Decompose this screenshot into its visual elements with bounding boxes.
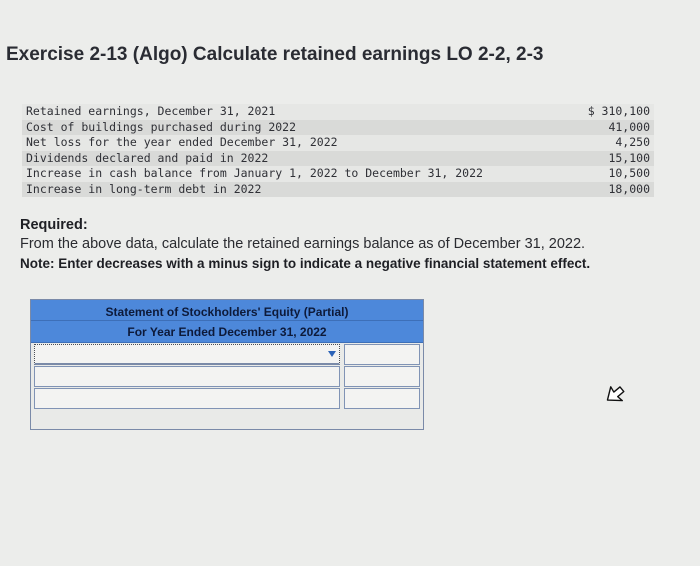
statement-row [34,366,420,387]
data-row-value: 18,000 [556,182,654,198]
data-row-value: 15,100 [556,151,654,167]
statement-period: For Year Ended December 31, 2022 [127,325,327,339]
data-row-label: Retained earnings, December 31, 2021 [22,104,556,120]
required-heading: Required: [20,217,88,233]
data-row-value: 4,250 [556,135,654,151]
mouse-cursor-icon [604,384,626,410]
statement-title: Statement of Stockholders' Equity (Partial) [105,305,349,319]
dropdown-arrow-icon[interactable] [328,351,336,357]
instruction-text: From the above data, calculate the retained earnings balance as of December 31, 2022. [20,236,586,252]
data-row-value: $ 310,100 [556,104,654,120]
data-row-label: Dividends declared and paid in 2022 [22,151,556,167]
statement-amount-input[interactable] [344,366,420,387]
data-row [22,166,654,182]
statement-row [34,344,420,365]
note-text: Note: Enter decreases with a minus sign to indicate a negative financial statement effect. [20,256,591,271]
header-divider [31,320,423,321]
statement-table [30,299,424,430]
data-row-value: 10,500 [556,166,654,182]
data-row-value: 41,000 [556,120,654,136]
data-row-label: Increase in cash balance from January 1, 2022 to December 31, 2022 [22,166,556,182]
statement-label-dropdown[interactable] [34,388,340,409]
statement-row [34,388,420,409]
statement-label-dropdown[interactable] [34,344,340,365]
data-row [22,135,654,151]
data-row [22,151,654,167]
data-row-label: Net loss for the year ended December 31, 2022 [22,135,556,151]
given-data-table [22,104,654,197]
data-row [22,182,654,198]
data-row-label: Cost of buildings purchased during 2022 [22,120,556,136]
statement-header [31,300,423,343]
statement-amount-input[interactable] [344,388,420,409]
data-row [22,104,654,120]
statement-amount-input[interactable] [344,344,420,365]
data-row-label: Increase in long-term debt in 2022 [22,182,556,198]
statement-label-dropdown[interactable] [34,366,340,387]
exercise-title: Exercise 2-13 (Algo) Calculate retained earnings LO 2-2, 2-3 [6,44,544,65]
data-row [22,120,654,136]
